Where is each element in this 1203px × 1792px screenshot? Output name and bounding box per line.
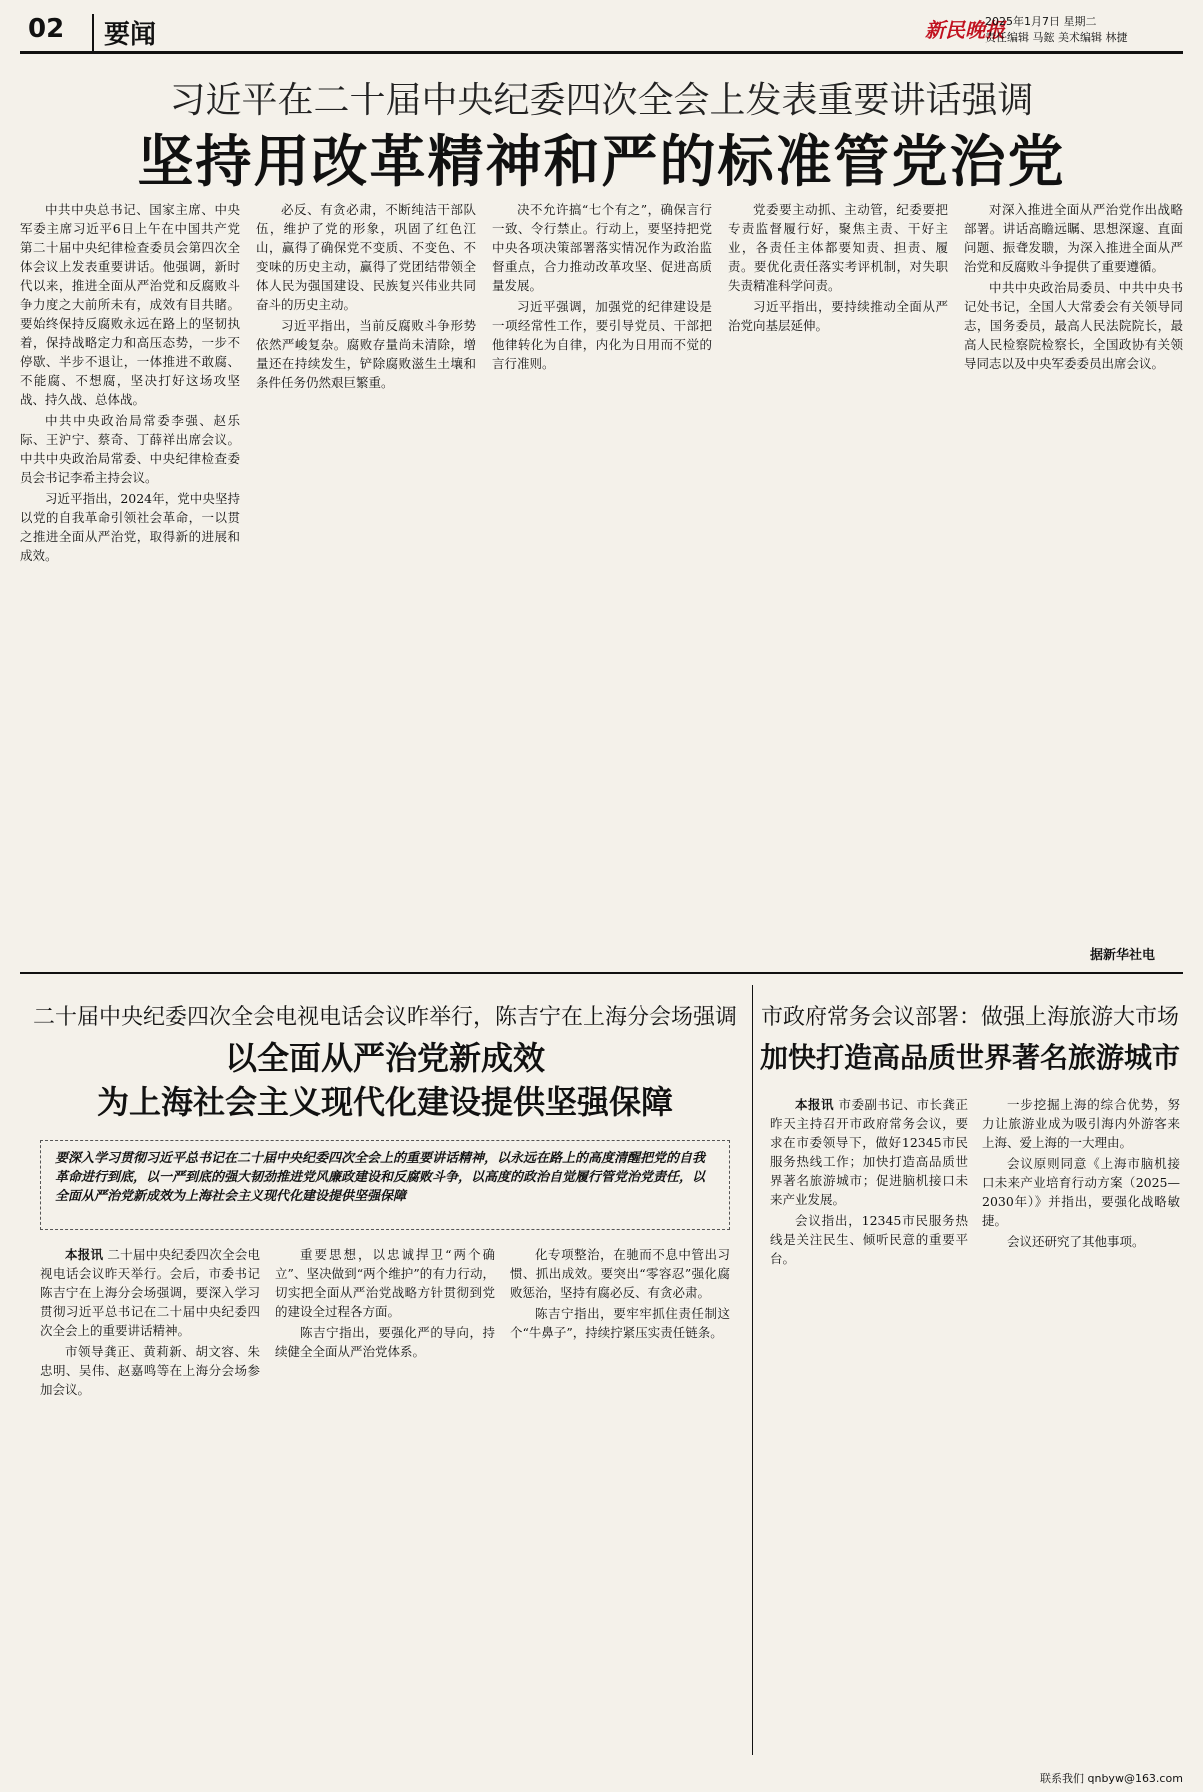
section-title: 要闻 [92, 14, 156, 51]
story2-column-3 [510, 1245, 730, 1755]
story2-headline [20, 1036, 750, 1124]
paragraph: 习近平指出，2024年，党中央坚持以党的自我革命引领社会革命，一以贯之推进全面从严治党，取得新的进展和成效。 [20, 491, 240, 563]
newspaper-logo: 新民晚报 [925, 18, 1005, 42]
paragraph: 市领导龚正、黄莉新、胡文容、朱忠明、吴伟、赵嘉鸣等在上海分会场参加会议。 [40, 1344, 260, 1397]
story3-column-2 [982, 1095, 1180, 1755]
section-divider [20, 972, 1183, 974]
story3-kicker: 市政府常务会议部署：做强上海旅游大市场 [760, 1005, 1179, 1030]
column-divider [752, 985, 753, 1755]
paragraph: 必反、有贪必肃，不断纯洁干部队伍，维护了党的形象，巩固了红色江山，赢得了确保党不变质、不变色、不变味的历史主动，赢得了党团结带领全体人民为强国建设、民族复兴伟业共同奋斗的历史主动。 [256, 202, 476, 312]
paragraph: 中共中央总书记、国家主席、中央军委主席习近平6日上午在中国共产党第二十届中央纪律检查委员会第四次全体会议上发表重要讲话。他强调，新时代以来，推进全面从严治党和反腐败斗争力度之大前所未有，成效有目共睹。要始终保持反腐败永远在路上的坚韧执着，保持战略定力和高压态势，一步不停歇、半步不退让，一体推进不敢腐、不能腐、不想腐，坚决打好这场攻坚战、持久战、总体战。 [20, 202, 240, 407]
page-number: 02 [28, 14, 65, 44]
paragraph: 化专项整治，在驰而不息中管出习惯、抓出成效。要突出“零容忍”强化腐败惩治，坚持有腐必反、有贪必肃。 [510, 1247, 730, 1300]
main-column-3 [492, 200, 712, 940]
main-column-4 [728, 200, 948, 940]
main-source: 据新华社电 [1090, 948, 1156, 963]
paragraph: 习近平指出，当前反腐败斗争形势依然严峻复杂。腐败存量尚未清除，增量还在持续发生，铲除腐败滋生土壤和条件任务仍然艰巨繁重。 [256, 318, 476, 390]
story2-headline-line1: 以全面从严治党新成效 [224, 1039, 545, 1077]
story2-headline-line2: 为上海社会主义现代化建设提供坚强保障 [96, 1083, 673, 1121]
main-column-1 [20, 200, 240, 940]
main-headline: 坚持用改革精神和严的标准管党治党 [137, 130, 1066, 195]
paragraph: 一步挖掘上海的综合优势，努力让旅游业成为吸引海内外游客来上海、爱上海的一大理由。 [982, 1097, 1180, 1150]
contact-footer: 联系我们 qnbyw@163.com [1040, 1772, 1183, 1785]
story2-kicker: 二十届中央纪委四次全会电视电话会议昨举行，陈吉宁在上海分会场强调 [32, 1005, 737, 1030]
story3-headline: 加快打造高品质世界著名旅游城市 [760, 1041, 1181, 1074]
story2-summary: 要深入学习贯彻习近平总书记在二十届中央纪委四次全会上的重要讲话精神，以永远在路上的高度清醒把党的自我革命进行到底，以一严到底的强大韧劲推进党风廉政建设和反腐败斗争，以高度的政治自觉履行管党治党责任，以全面从严治党新成效为上海社会主义现代化建设提供坚强保障 [40, 1140, 730, 1230]
story2-article [40, 1245, 730, 1755]
story3-article [770, 1095, 1180, 1755]
paragraph: 中共中央政治局常委李强、赵乐际、王沪宁、蔡奇、丁薛祥出席会议。中共中央政治局常委、中央纪律检查委员会书记李希主持会议。 [20, 413, 240, 485]
story3-column-1: 本报讯 市委副书记、市长龚正昨天主持召开市政府常务会议，要求在市委领导下，做好12345市民服务热线工作；加快打造高品质世界著名旅游城市；促进脑机接口未来产业发展。 会议指出，12345市民服务热线是关注民生、倾听民意的重要平台。 [770, 1097, 968, 1266]
masthead [20, 10, 1183, 54]
story3-lead: 本报讯 [795, 1097, 835, 1112]
paragraph: 党委要主动抓、主动管，纪委要把专责监督履行好，聚焦主责、干好主业，各责任主体都要知责、担责、履责。要优化责任落实考评机制，对失职失责精准科学问责。 [728, 202, 948, 293]
paragraph: 习近平指出，要持续推动全面从严治党向基层延伸。 [728, 299, 948, 333]
issue-date: 2025年1月7日 星期二 [985, 15, 1097, 28]
issue-meta [985, 14, 1128, 46]
paragraph: 习近平强调，加强党的纪律建设是一项经常性工作，要引导党员、干部把他律转化为自律，内化为日用而不觉的言行准则。 [492, 299, 712, 371]
editor-credits: 责任编辑 马鋐 美术编辑 林捷 [985, 31, 1128, 44]
story2-column-1: 本报讯 二十届中央纪委四次全会电视电话会议昨天举行。会后，市委书记陈吉宁在上海分会场强调，要深入学习贯彻习近平总书记在二十届中央纪委四次全会上的重要讲话精神。 市领导龚正、黄莉新、胡文容、朱忠明、吴伟、赵嘉鸣等在上海分会场参加会议。 [40, 1247, 260, 1397]
paragraph: 陈吉宁指出，要强化严的导向，持续健全全面从严治党体系。 [275, 1325, 495, 1359]
paragraph: 会议原则同意《上海市脑机接口未来产业培育行动方案（2025—2030年）》并指出，要强化战略敏捷。 [982, 1156, 1180, 1228]
main-column-2 [256, 200, 476, 940]
main-article [20, 200, 1183, 940]
story2-lead: 本报讯 [65, 1247, 104, 1262]
paragraph: 会议还研究了其他事项。 [1007, 1234, 1145, 1249]
story2-column-2 [275, 1245, 495, 1755]
paragraph: 陈吉宁指出，要牢牢抓住责任制这个“牛鼻子”，持续拧紧压实责任链条。 [510, 1306, 730, 1340]
paragraph: 会议指出，12345市民服务热线是关注民生、倾听民意的重要平台。 [770, 1213, 968, 1266]
paragraph: 决不允许搞“七个有之”，确保言行一致、令行禁止。行动上，要坚持把党中央各项决策部署落实情况作为政治监督重点，合力推动改革攻坚、促进高质量发展。 [492, 202, 712, 293]
paragraph: 中共中央政治局委员、中共中央书记处书记，全国人大常委会有关领导同志，国务委员，最高人民法院院长，最高人民检察院检察长，全国政协有关领导同志以及中央军委委员出席会议。 [964, 280, 1183, 371]
paragraph: 对深入推进全面从严治党作出战略部署。讲话高瞻远瞩、思想深邃、直面问题、振聋发聩，为深入推进全面从严治党和反腐败斗争提供了重要遵循。 [964, 202, 1183, 274]
paragraph: 重要思想，以忠诚捍卫“两个确立”、坚决做到“两个维护”的有力行动，切实把全面从严治党战略方针贯彻到党的建设全过程各方面。 [275, 1247, 495, 1319]
main-column-5 [964, 200, 1183, 940]
main-kicker: 习近平在二十届中央纪委四次全会上发表重要讲话强调 [169, 80, 1034, 121]
